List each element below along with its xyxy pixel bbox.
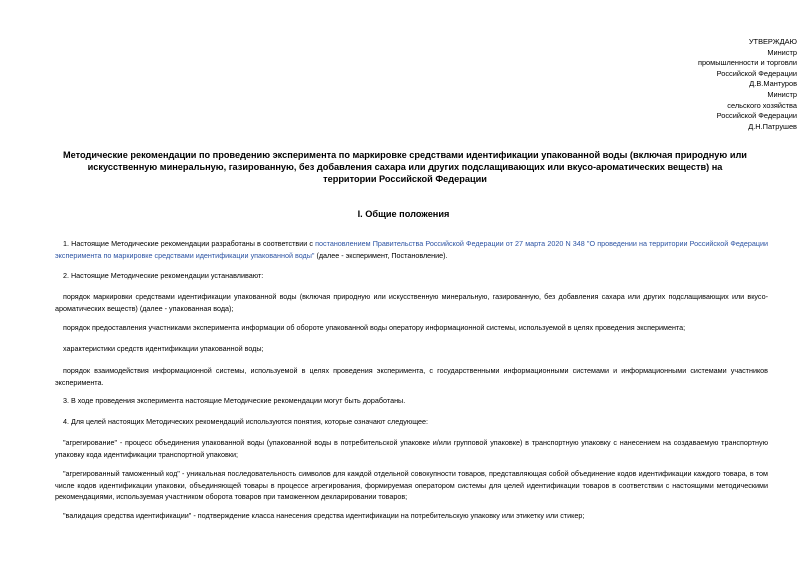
document-title: Методические рекомендации по проведению эксперимента по маркировке средствами идентификации упакованной воды (включая природную или искусственную минеральную, газированную, без добавления сахара или других подслащивающих или вкусо-ароматических веществ) на территории Российской Федерации: [63, 150, 747, 184]
approval-line: Министр: [767, 89, 797, 99]
approval-block: [597, 37, 797, 132]
paragraph-3: порядок маркировки средствами идентификации упакованной воды (включая природную или искусственную минеральную, газированную, без добавления сахара или других подслащивающих или вкусо-ароматических веществ) (далее - упакованная вода);: [55, 292, 768, 313]
paragraph-11: "валидация средства идентификации" - подтверждение класса нанесения средства идентификации на потребительскую упаковку или этикетку или стикер;: [63, 511, 585, 520]
approval-line: промышленности и торговли: [697, 58, 797, 68]
paragraph-9: "агрегирование" - процесс объединения упакованной воды (упакованной воды в потребительской упаковке и/или групповой упаковке) в транспортную упаковку с нанесением на создаваемую транспортную упаковку кода идентификации транспортной упаковки;: [55, 438, 768, 459]
approval-line: УТВЕРЖДАЮ: [748, 37, 797, 46]
paragraph-5: характеристики средств идентификации упакованной воды;: [63, 344, 264, 353]
section-heading: I. Общие положения: [357, 209, 450, 219]
paragraph-2: 2. Настоящие Методические рекомендации устанавливают:: [63, 271, 264, 280]
approval-line: Д.Н.Патрушев: [748, 121, 797, 131]
paragraph-7: 3. В ходе проведения эксперимента настоящие Методические рекомендации могут быть доработаны.: [63, 396, 406, 405]
paragraph-1: [55, 238, 768, 261]
paragraph-4: порядок предоставления участниками эксперимента информации об обороте упакованной воды оператору информационной системы, используемой в целях проведения эксперимента;: [63, 323, 686, 332]
approval-line: Министр: [767, 47, 797, 57]
approval-line: Д.В.Мантуров: [749, 79, 797, 89]
paragraph-text: 1. Настоящие Методические рекомендации разработаны в соответствии с: [63, 239, 316, 248]
paragraph-6: порядок взаимодействия информационной системы, используемой в целях проведения эксперимента, с государственными информационными системами и информационными системами участников эксперимента.: [55, 366, 768, 387]
approval-line: Российской Федерации: [716, 111, 797, 121]
approval-line: Российской Федерации: [716, 68, 797, 78]
paragraph-text: (далее - эксперимент, Постановление).: [314, 250, 448, 260]
decree-link[interactable]: постановлением Правительства Российской Федерации от 27 марта 2020 N 348 "О проведении на территории Российской Федерации эксперимента по маркировке средствами идентификации упакованной воды": [55, 239, 768, 260]
approval-line: сельского хозяйства: [727, 100, 797, 110]
paragraph-10: "агрегированный таможенный код" - уникальная последовательность символов для каждой отдельной совокупности товаров, представляющая собой объединение кодов идентификации каждого товара, в том числе кодов идентификации упаковки, объединяющей товары в процессе агрегирования, формируемая оператором системы для целей идентификации товаров в соответствии с настоящими методическими рекомендациями, используемая участником оборота товаров при таможенном декларировании товаров;: [55, 469, 768, 501]
paragraph-8: 4. Для целей настоящих Методических рекомендаций используются понятия, которые означают следующее:: [63, 417, 429, 426]
